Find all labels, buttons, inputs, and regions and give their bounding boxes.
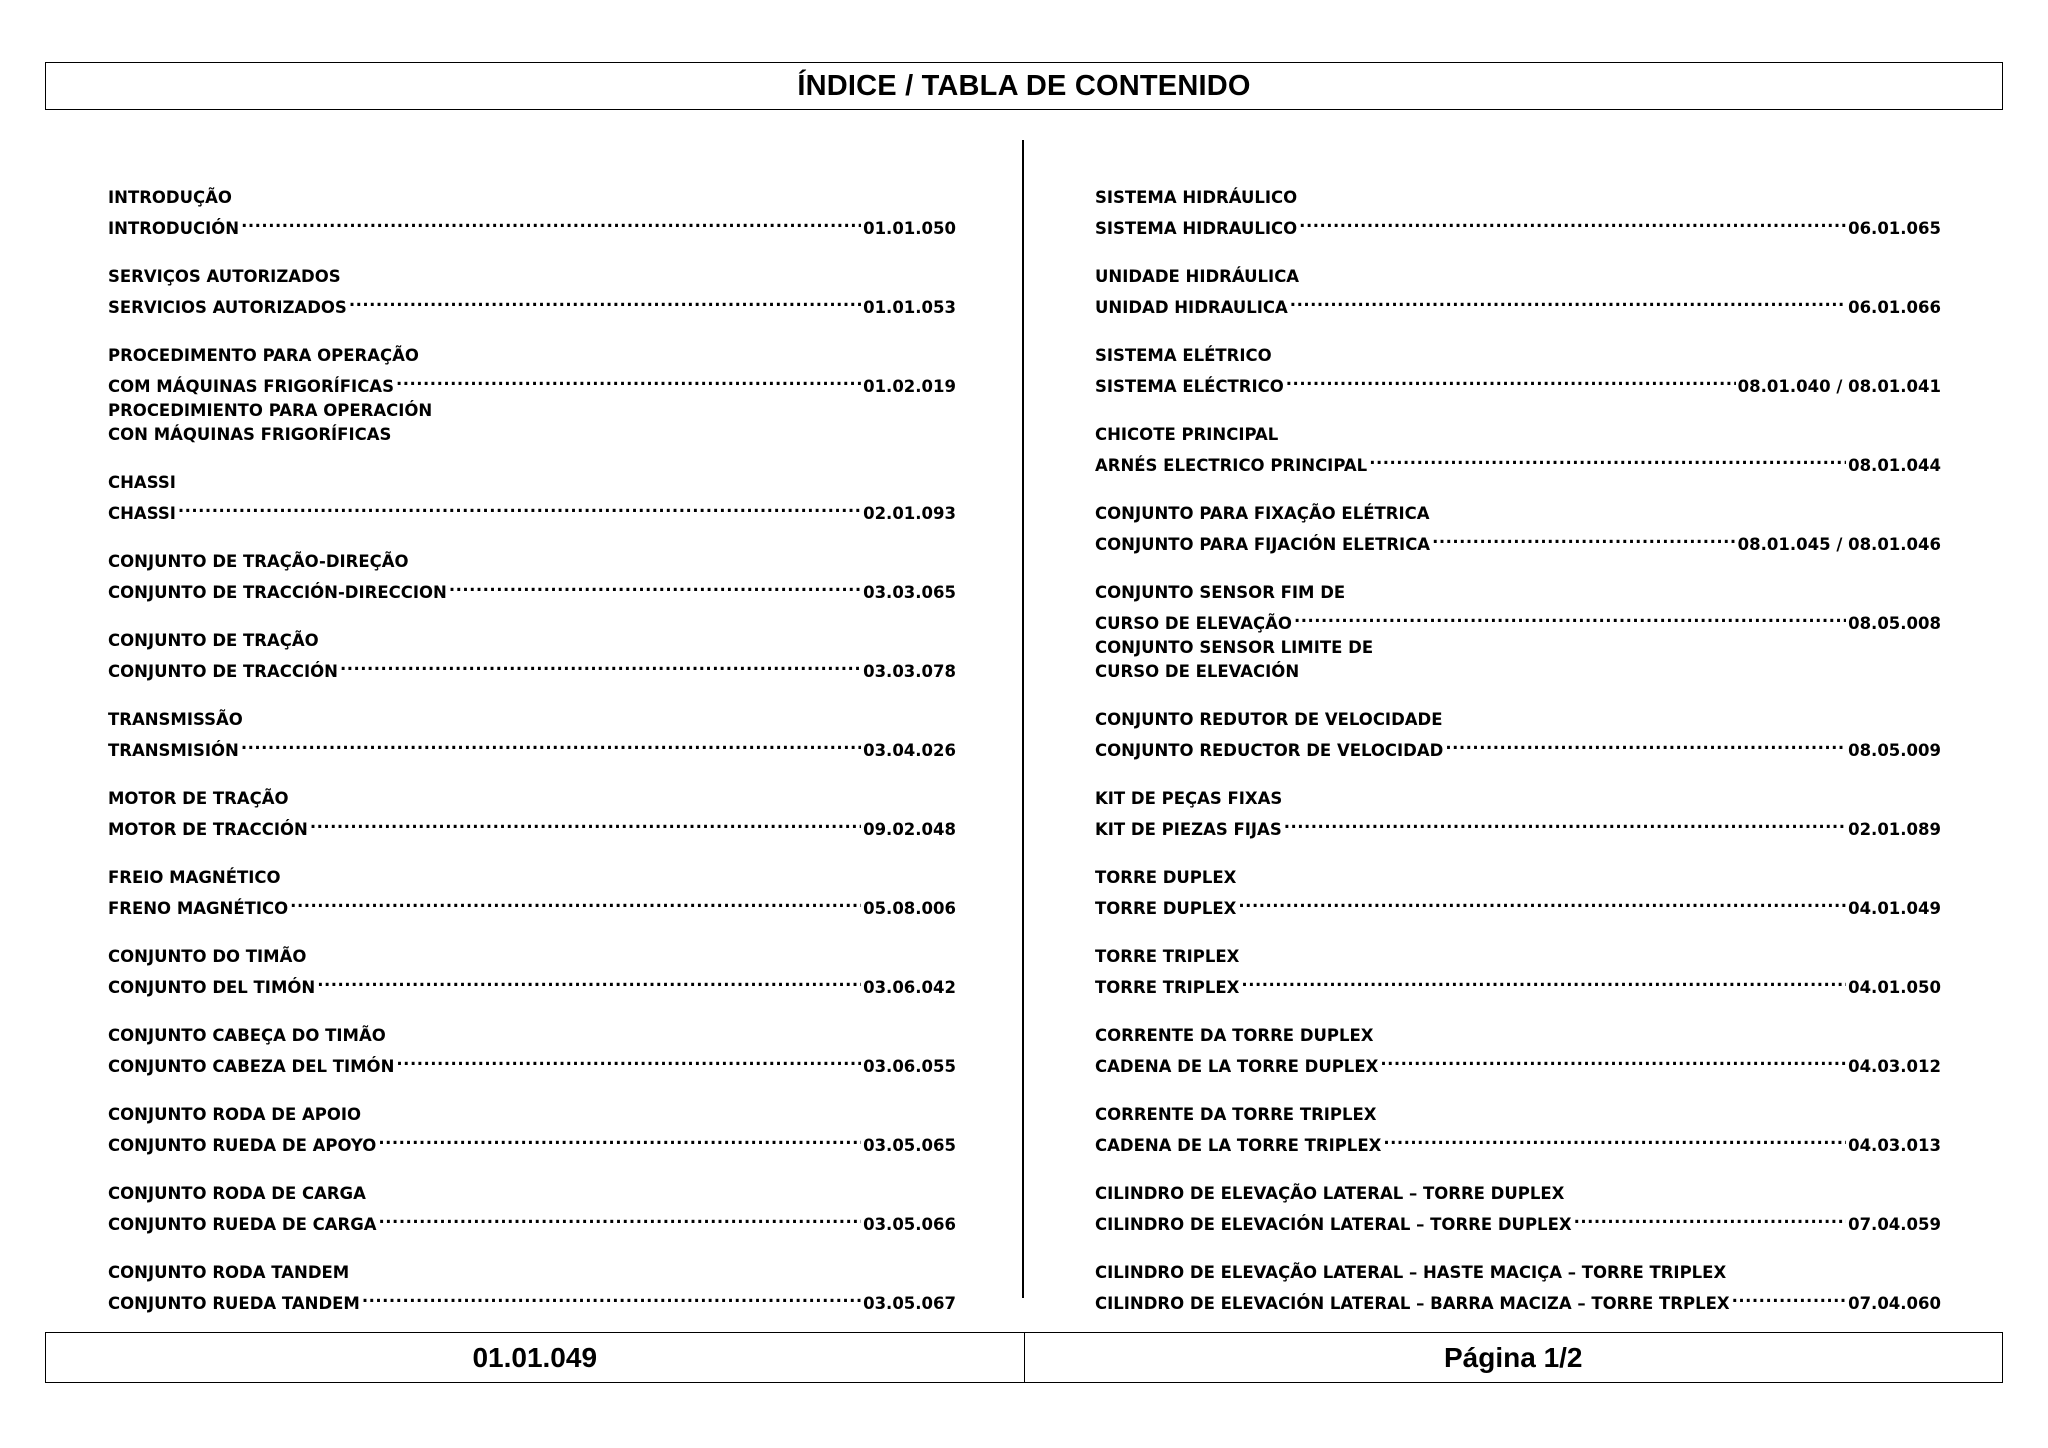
toc-line-text: CURSO DE ELEVACIÓN bbox=[1095, 662, 1300, 681]
dot-leader bbox=[362, 1285, 861, 1309]
toc-line-text: INTRODUCIÓN bbox=[108, 219, 240, 238]
toc-line-text: CONJUNTO CABEÇA DO TIMÃO bbox=[108, 1026, 386, 1045]
dot-leader bbox=[1294, 605, 1846, 629]
toc-line-text: CONJUNTO DEL TIMÓN bbox=[108, 978, 316, 997]
toc-page-code: 08.01.045 / 08.01.046 bbox=[1737, 535, 1941, 554]
toc-page-code: 04.01.050 bbox=[1848, 978, 1941, 997]
toc-line bbox=[1095, 708, 1941, 732]
dot-leader bbox=[349, 289, 861, 313]
toc-page-code: 07.04.060 bbox=[1848, 1294, 1941, 1313]
toc-line bbox=[108, 471, 956, 495]
toc-line bbox=[1095, 581, 1941, 605]
toc-entry bbox=[108, 1103, 956, 1158]
title-box bbox=[45, 62, 2003, 110]
toc-line-text: CONJUNTO CABEZA DEL TIMÓN bbox=[108, 1057, 395, 1076]
dot-leader bbox=[378, 1127, 861, 1151]
toc-line bbox=[108, 787, 956, 811]
toc-line bbox=[1095, 1048, 1941, 1079]
footer-box bbox=[45, 1332, 2003, 1383]
toc-line-text: CORRENTE DA TORRE DUPLEX bbox=[1095, 1026, 1374, 1045]
toc-line bbox=[108, 186, 956, 210]
dot-leader bbox=[396, 368, 861, 392]
toc-line bbox=[1095, 210, 1941, 241]
toc-line bbox=[1095, 289, 1941, 320]
toc-entry bbox=[1095, 186, 1941, 241]
toc-page-code: 08.05.009 bbox=[1848, 741, 1941, 760]
toc-line bbox=[1095, 890, 1941, 921]
toc-page-code: 03.03.078 bbox=[863, 662, 956, 681]
dot-leader bbox=[1238, 890, 1846, 914]
toc-entry bbox=[108, 265, 956, 320]
toc-page-code: 06.01.065 bbox=[1848, 219, 1941, 238]
toc-line bbox=[1095, 866, 1941, 890]
toc-line bbox=[108, 708, 956, 732]
toc-entry bbox=[108, 471, 956, 526]
toc-page-code: 08.05.008 bbox=[1848, 614, 1941, 633]
dot-leader bbox=[340, 653, 861, 677]
toc-line bbox=[108, 344, 956, 368]
toc-page-code: 03.04.026 bbox=[863, 741, 956, 760]
toc-line bbox=[108, 1024, 956, 1048]
dot-leader bbox=[396, 1048, 861, 1072]
toc-line bbox=[1095, 1024, 1941, 1048]
toc-entry bbox=[108, 550, 956, 605]
column-divider bbox=[1022, 140, 1024, 1298]
toc-line-text: CONJUNTO RODA DE APOIO bbox=[108, 1105, 362, 1124]
document-code: 01.01.049 bbox=[472, 1341, 598, 1373]
dot-leader bbox=[1380, 1048, 1846, 1072]
dot-leader bbox=[317, 969, 861, 993]
toc-entry bbox=[1095, 344, 1941, 399]
dot-leader bbox=[1369, 447, 1846, 471]
toc-entry bbox=[108, 708, 956, 763]
toc-page-code: 09.02.048 bbox=[863, 820, 956, 839]
toc-page-code: 01.02.019 bbox=[863, 377, 956, 396]
toc-page-code: 03.06.042 bbox=[863, 978, 956, 997]
toc-page-code: 03.03.065 bbox=[863, 583, 956, 602]
toc-line-text: SISTEMA HIDRAULICO bbox=[1095, 219, 1298, 238]
toc-line bbox=[1095, 368, 1941, 399]
toc-line bbox=[108, 1103, 956, 1127]
toc-line bbox=[1095, 945, 1941, 969]
toc-right-column bbox=[1095, 186, 1941, 1340]
toc-entry bbox=[1095, 787, 1941, 842]
toc-left-column bbox=[108, 186, 956, 1340]
toc-line bbox=[1095, 447, 1941, 478]
toc-entry bbox=[1095, 1182, 1941, 1237]
dot-leader bbox=[1432, 526, 1736, 550]
toc-line-text: CILINDRO DE ELEVACIÓN LATERAL – BARRA MACIZA – TORRE TRPLEX bbox=[1095, 1294, 1730, 1313]
toc-line bbox=[1095, 344, 1941, 368]
toc-line-text: CONJUNTO DO TIMÃO bbox=[108, 947, 307, 966]
dot-leader bbox=[379, 1206, 862, 1230]
toc-line bbox=[108, 945, 956, 969]
toc-line bbox=[108, 210, 956, 241]
toc-line-text: MOTOR DE TRACCIÓN bbox=[108, 820, 308, 839]
toc-line-text: KIT DE PIEZAS FIJAS bbox=[1095, 820, 1282, 839]
toc-line bbox=[108, 653, 956, 684]
toc-line bbox=[108, 265, 956, 289]
toc-line bbox=[108, 811, 956, 842]
toc-line-text: TRANSMISSÃO bbox=[108, 710, 243, 729]
toc-page-code: 02.01.089 bbox=[1848, 820, 1941, 839]
toc-line-text: CON MÁQUINAS FRIGORÍFICAS bbox=[108, 425, 392, 444]
toc-line-text: FRENO MAGNÉTICO bbox=[108, 899, 289, 918]
toc-page-code: 01.01.053 bbox=[863, 298, 956, 317]
toc-line-text: CONJUNTO DE TRAÇÃO-DIREÇÃO bbox=[108, 552, 409, 571]
toc-line bbox=[108, 399, 956, 423]
toc-line bbox=[1095, 605, 1941, 636]
toc-line-text: CONJUNTO DE TRACCIÓN-DIRECCION bbox=[108, 583, 447, 602]
toc-page-code: 05.08.006 bbox=[863, 899, 956, 918]
toc-entry bbox=[1095, 708, 1941, 763]
dot-leader bbox=[1445, 732, 1846, 756]
toc-entry bbox=[1095, 866, 1941, 921]
toc-entry bbox=[1095, 423, 1941, 478]
toc-page-code: 08.01.044 bbox=[1848, 456, 1941, 475]
toc-entry bbox=[108, 945, 956, 1000]
toc-line bbox=[108, 629, 956, 653]
toc-line-text: TORRE TRIPLEX bbox=[1095, 978, 1240, 997]
toc-entry bbox=[1095, 1261, 1941, 1316]
toc-page-code: 02.01.093 bbox=[863, 504, 956, 523]
dot-leader bbox=[1574, 1206, 1847, 1230]
toc-line-text: SISTEMA HIDRÁULICO bbox=[1095, 188, 1298, 207]
toc-page-code: 04.01.049 bbox=[1848, 899, 1941, 918]
page-number: Página 1/2 bbox=[1024, 1333, 2003, 1382]
toc-page-code: 03.05.065 bbox=[863, 1136, 956, 1155]
toc-line bbox=[1095, 423, 1941, 447]
dot-leader bbox=[1284, 811, 1846, 835]
toc-page-code: 03.05.067 bbox=[863, 1294, 956, 1313]
toc-line bbox=[108, 1182, 956, 1206]
toc-line-text: CONJUNTO SENSOR FIM DE bbox=[1095, 583, 1346, 602]
toc-line bbox=[108, 423, 956, 447]
toc-line-text: CURSO DE ELEVAÇÃO bbox=[1095, 614, 1292, 633]
toc-line bbox=[1095, 1182, 1941, 1206]
toc-line bbox=[108, 890, 956, 921]
toc-line-text: TRANSMISIÓN bbox=[108, 741, 239, 760]
toc-entry bbox=[1095, 502, 1941, 557]
toc-entry bbox=[108, 186, 956, 241]
toc-line bbox=[108, 574, 956, 605]
toc-line-text: SISTEMA ELÉCTRICO bbox=[1095, 377, 1284, 396]
toc-line-text: CONJUNTO RODA DE CARGA bbox=[108, 1184, 366, 1203]
toc-line bbox=[1095, 1206, 1941, 1237]
toc-line bbox=[1095, 811, 1941, 842]
toc-line-text: SERVICIOS AUTORIZADOS bbox=[108, 298, 347, 317]
page-title: ÍNDICE / TABLA DE CONTENIDO bbox=[797, 69, 1251, 102]
toc-line-text: UNIDADE HIDRÁULICA bbox=[1095, 267, 1300, 286]
toc-line-text: FREIO MAGNÉTICO bbox=[108, 868, 281, 887]
toc-entry bbox=[1095, 265, 1941, 320]
toc-entry bbox=[108, 1182, 956, 1237]
toc-line-text: CONJUNTO SENSOR LIMITE DE bbox=[1095, 638, 1374, 657]
dot-leader bbox=[1241, 969, 1846, 993]
toc-entry bbox=[108, 866, 956, 921]
toc-line bbox=[1095, 265, 1941, 289]
toc-line-text: PROCEDIMENTO PARA OPERAÇÃO bbox=[108, 346, 419, 365]
toc-line bbox=[108, 495, 956, 526]
toc-line-text: SISTEMA ELÉTRICO bbox=[1095, 346, 1272, 365]
toc-line bbox=[1095, 502, 1941, 526]
toc-line bbox=[108, 1127, 956, 1158]
toc-line bbox=[1095, 1103, 1941, 1127]
dot-leader bbox=[241, 732, 861, 756]
toc-line-text: CILINDRO DE ELEVAÇÃO LATERAL – HASTE MACIÇA – TORRE TRIPLEX bbox=[1095, 1263, 1727, 1282]
toc-entry bbox=[108, 1024, 956, 1079]
toc-page-code: 06.01.066 bbox=[1848, 298, 1941, 317]
toc-page-code: 04.03.013 bbox=[1848, 1136, 1941, 1155]
toc-line-text: CADENA DE LA TORRE TRIPLEX bbox=[1095, 1136, 1382, 1155]
toc-line-text: CONJUNTO PARA FIXAÇÃO ELÉTRICA bbox=[1095, 504, 1430, 523]
toc-line bbox=[108, 289, 956, 320]
toc-line-text: TORRE DUPLEX bbox=[1095, 899, 1237, 918]
toc-line bbox=[1095, 969, 1941, 1000]
toc-line-text: CILINDRO DE ELEVACIÓN LATERAL – TORRE DUPLEX bbox=[1095, 1215, 1572, 1234]
toc-entry bbox=[1095, 1103, 1941, 1158]
toc-line-text: INTRODUÇÃO bbox=[108, 188, 232, 207]
toc-line bbox=[1095, 1127, 1941, 1158]
toc-line bbox=[1095, 636, 1941, 660]
dot-leader bbox=[310, 811, 861, 835]
toc-line-text: CORRENTE DA TORRE TRIPLEX bbox=[1095, 1105, 1377, 1124]
toc-entry bbox=[1095, 1024, 1941, 1079]
toc-line bbox=[1095, 660, 1941, 684]
toc-line-text: CHASSI bbox=[108, 473, 176, 492]
toc-line-text: SERVIÇOS AUTORIZADOS bbox=[108, 267, 341, 286]
toc-line-text: ARNÉS ELECTRICO PRINCIPAL bbox=[1095, 456, 1368, 475]
dot-leader bbox=[1286, 368, 1736, 392]
dot-leader bbox=[241, 210, 861, 234]
toc-line-text: PROCEDIMIENTO PARA OPERACIÓN bbox=[108, 401, 433, 420]
toc-entry bbox=[108, 629, 956, 684]
toc-page-code: 03.05.066 bbox=[863, 1215, 956, 1234]
dot-leader bbox=[290, 890, 861, 914]
toc-page-code: 07.04.059 bbox=[1848, 1215, 1941, 1234]
toc-entry bbox=[108, 344, 956, 447]
toc-line-text: CONJUNTO RUEDA DE CARGA bbox=[108, 1215, 377, 1234]
toc-line-text: KIT DE PEÇAS FIXAS bbox=[1095, 789, 1283, 808]
toc-line bbox=[1095, 787, 1941, 811]
toc-line-text: CONJUNTO RUEDA TANDEM bbox=[108, 1294, 360, 1313]
dot-leader bbox=[1383, 1127, 1846, 1151]
toc-line-text: COM MÁQUINAS FRIGORÍFICAS bbox=[108, 377, 394, 396]
toc-line-text: CONJUNTO REDUTOR DE VELOCIDADE bbox=[1095, 710, 1443, 729]
dot-leader bbox=[178, 495, 861, 519]
toc-line bbox=[108, 866, 956, 890]
toc-line-text: TORRE DUPLEX bbox=[1095, 868, 1237, 887]
toc-line-text: CONJUNTO RODA TANDEM bbox=[108, 1263, 350, 1282]
toc-line-text: CONJUNTO PARA FIJACIÓN ELETRICA bbox=[1095, 535, 1431, 554]
toc-line-text: CONJUNTO REDUCTOR DE VELOCIDAD bbox=[1095, 741, 1444, 760]
toc-line bbox=[1095, 1285, 1941, 1316]
toc-line-text: CHASSI bbox=[108, 504, 176, 523]
toc-line-text: CHICOTE PRINCIPAL bbox=[1095, 425, 1279, 444]
toc-line bbox=[1095, 1261, 1941, 1285]
dot-leader bbox=[1732, 1285, 1846, 1309]
toc-page-code: 03.06.055 bbox=[863, 1057, 956, 1076]
toc-line bbox=[108, 1285, 956, 1316]
toc-line-text: CONJUNTO DE TRAÇÃO bbox=[108, 631, 319, 650]
toc-line-text: CONJUNTO RUEDA DE APOYO bbox=[108, 1136, 377, 1155]
toc-page-code: 01.01.050 bbox=[863, 219, 956, 238]
toc-line-text: CILINDRO DE ELEVAÇÃO LATERAL – TORRE DUPLEX bbox=[1095, 1184, 1565, 1203]
toc-line bbox=[1095, 526, 1941, 557]
toc-line bbox=[108, 1261, 956, 1285]
toc-entry bbox=[1095, 945, 1941, 1000]
dot-leader bbox=[1290, 289, 1846, 313]
toc-line bbox=[108, 550, 956, 574]
toc-page-code: 08.01.040 / 08.01.041 bbox=[1737, 377, 1941, 396]
toc-line bbox=[108, 732, 956, 763]
toc-entry bbox=[1095, 581, 1941, 684]
toc-line-text: TORRE TRIPLEX bbox=[1095, 947, 1240, 966]
toc-line bbox=[108, 969, 956, 1000]
toc-line bbox=[108, 1206, 956, 1237]
toc-line bbox=[1095, 732, 1941, 763]
toc-line bbox=[1095, 186, 1941, 210]
toc-line bbox=[108, 368, 956, 399]
toc-line-text: CADENA DE LA TORRE DUPLEX bbox=[1095, 1057, 1379, 1076]
toc-line-text: MOTOR DE TRAÇÃO bbox=[108, 789, 289, 808]
dot-leader bbox=[449, 574, 861, 598]
toc-entry bbox=[108, 1261, 956, 1316]
toc-line-text: UNIDAD HIDRAULICA bbox=[1095, 298, 1288, 317]
toc-line bbox=[108, 1048, 956, 1079]
dot-leader bbox=[1299, 210, 1846, 234]
toc-line-text: CONJUNTO DE TRACCIÓN bbox=[108, 662, 338, 681]
toc-page-code: 04.03.012 bbox=[1848, 1057, 1941, 1076]
toc-entry bbox=[108, 787, 956, 842]
